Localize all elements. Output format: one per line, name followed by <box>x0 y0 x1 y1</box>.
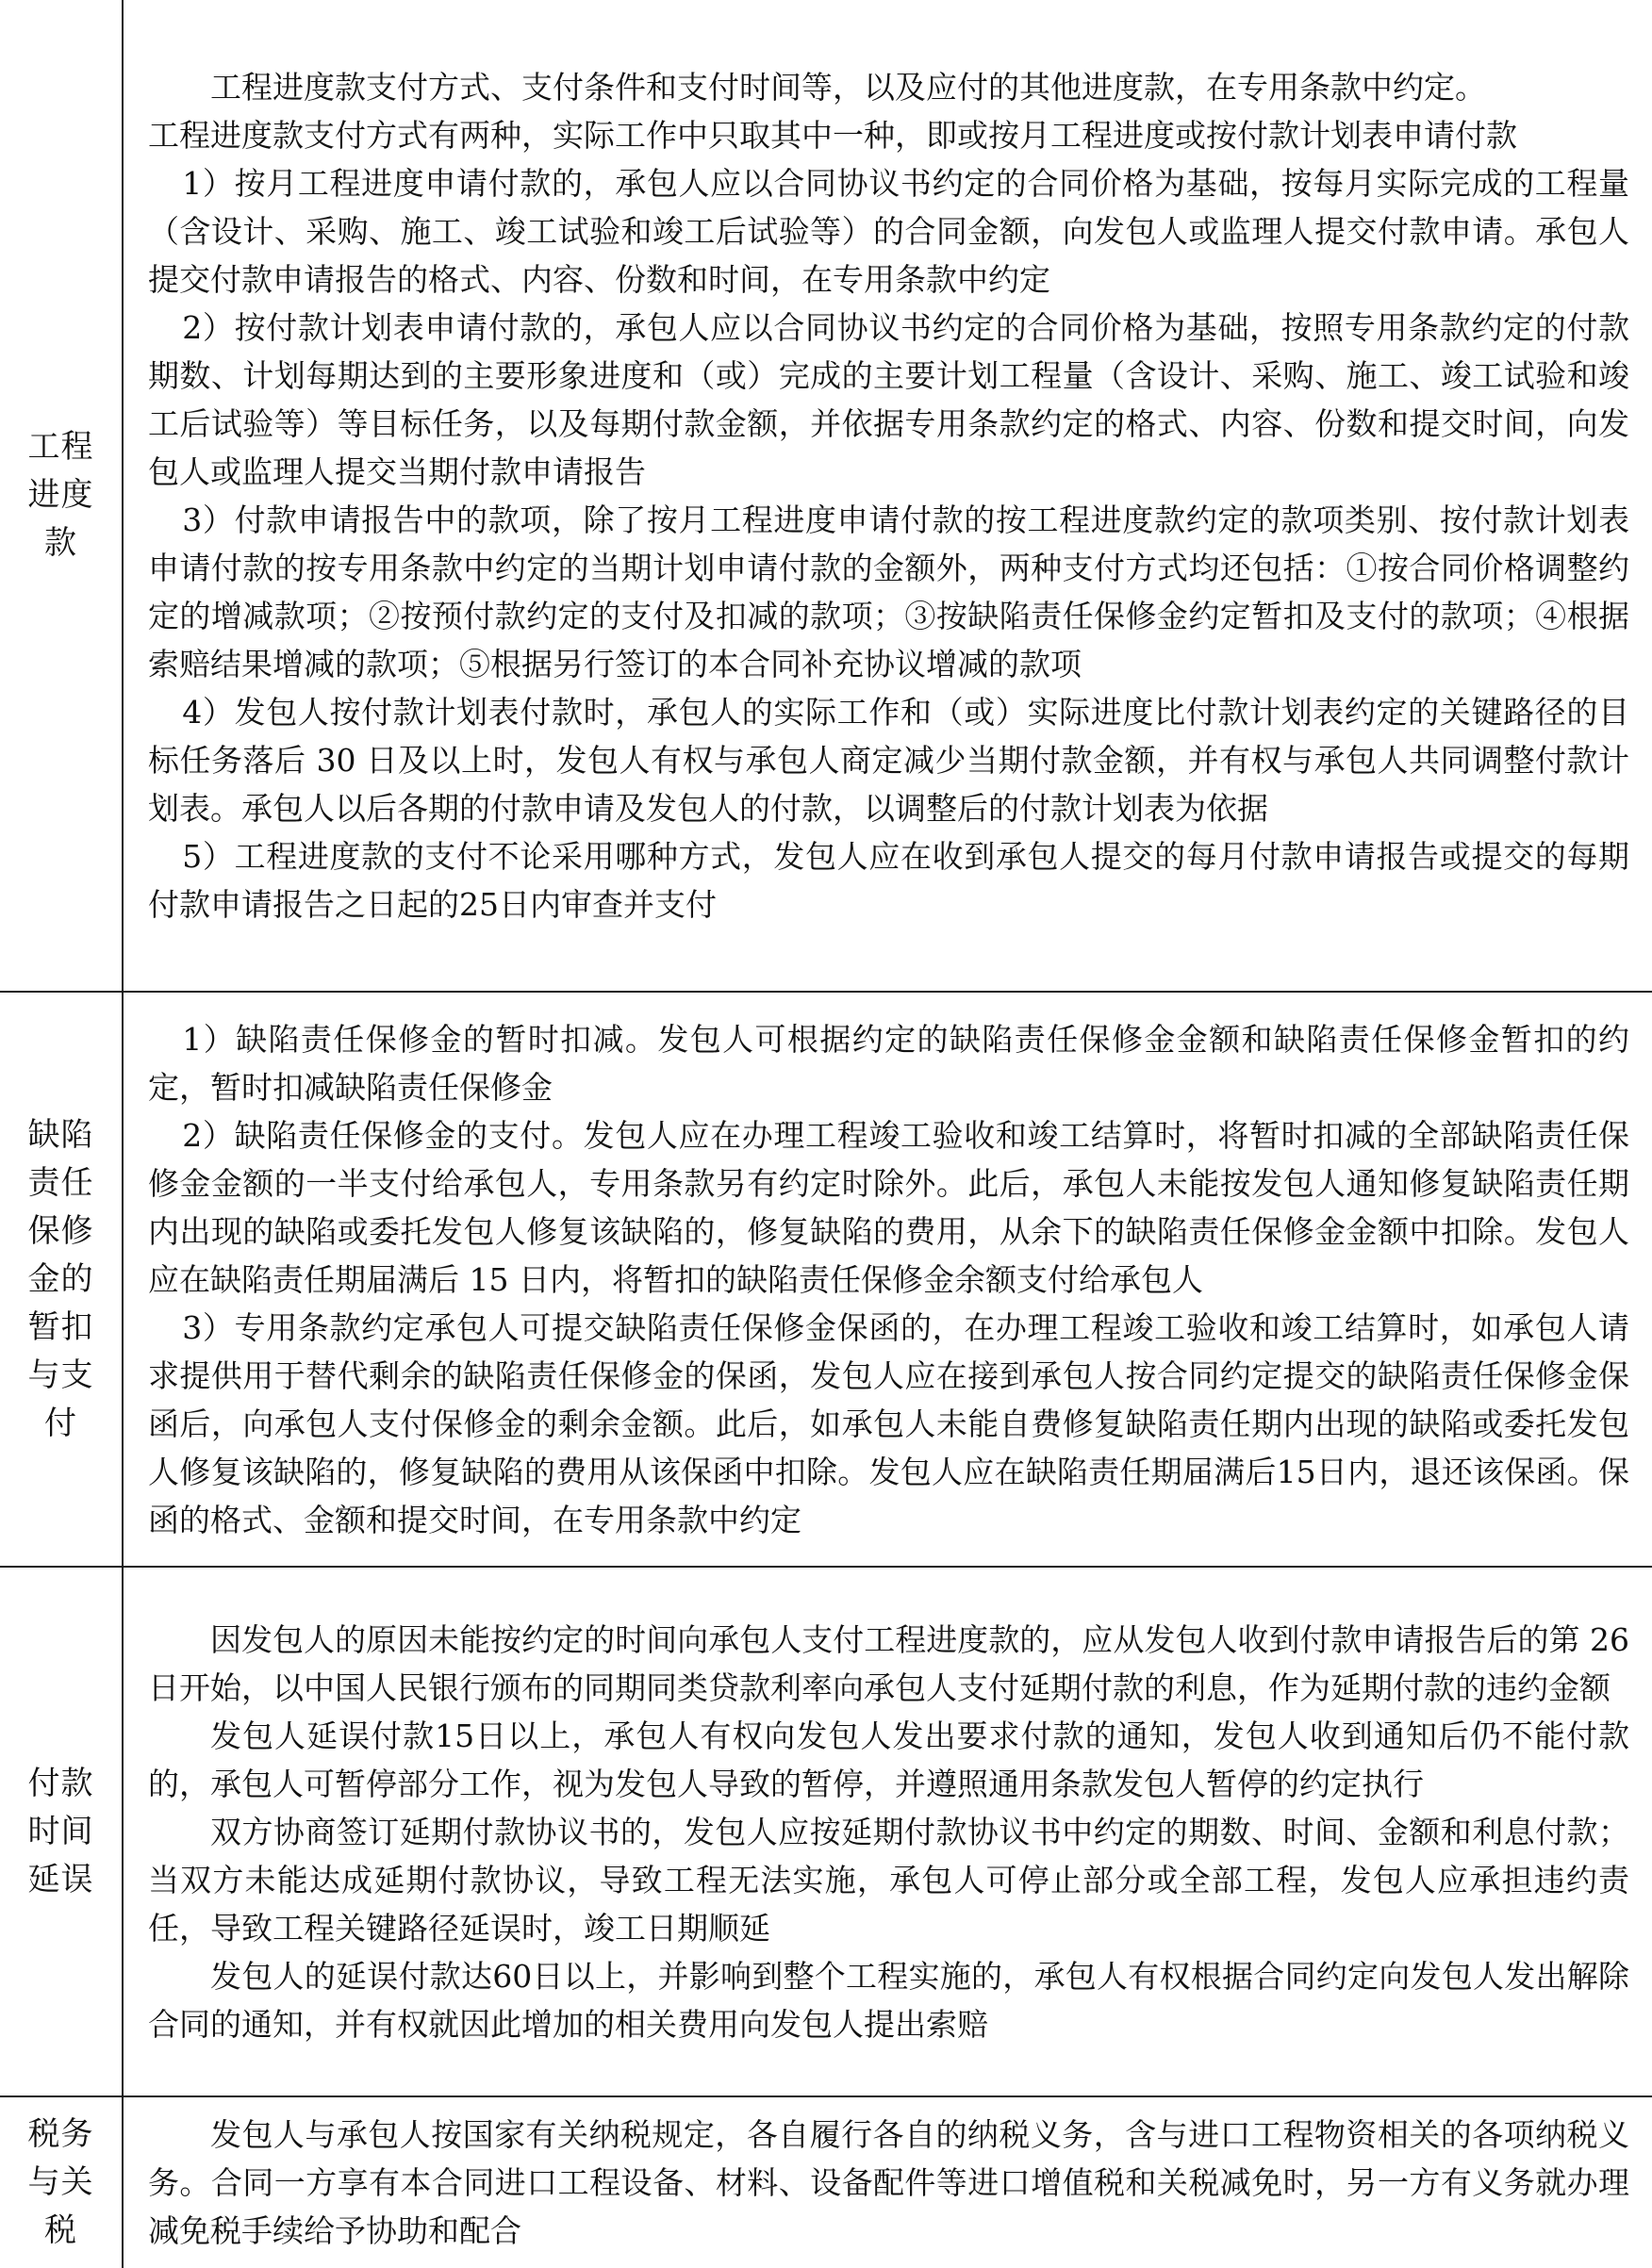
row-label-cell <box>0 1567 123 2096</box>
paragraph: 3）付款申请报告中的款项，除了按月工程进度申请付款的按工程进度款约定的款项类别、按付款计划表申请付款的按专用条款中约定的当期计划申请付款的金额外，两种支付方式均还包括：①按合同价格调整约定的增减款项；②按预付款约定的支付及扣减的款项；③按缺陷责任保修金约定暂扣及支付的款项；④根据索赔结果增减的款项；⑤根据另行签订的本合同补充协议增减的款项 <box>148 501 1629 682</box>
paragraph: 1）缺陷责任保修金的暂时扣减。发包人可根据约定的缺陷责任保修金金额和缺陷责任保修金暂扣的约定，暂时扣减缺陷责任保修金 <box>148 1020 1629 1106</box>
paragraph: 双方协商签订延期付款协议书的，发包人应按延期付款协议书中约定的期数、时间、金额和利息付款；当双方未能达成延期付款协议，导致工程无法实施，承包人可停止部分或全部工程，发包人应承担违约责任，导致工程关键路径延误时，竣工日期顺延 <box>148 1813 1629 1947</box>
row-content-cell <box>123 992 1652 1567</box>
paragraph: 发包人的延误付款达60日以上，并影响到整个工程实施的，承包人有权根据合同约定向发包人发出解除合同的通知，并有权就因此增加的相关费用向发包人提出索赔 <box>148 1957 1629 2043</box>
table-row-payment-delay <box>0 1567 1652 2096</box>
paragraph: 3）专用条款约定承包人可提交缺陷责任保修金保函的，在办理工程竣工验收和竣工结算时，如承包人请求提供用于替代剩余的缺陷责任保修金的保函，发包人应在接到承包人按合同约定提交的缺陷责任保修金保函后，向承包人支付保修金的剩余金额。此后，如承包人未能自费修复缺陷责任期内出现的缺陷或委托发包人修复该缺陷的，修复缺陷的费用从该保函中扣除。发包人应在缺陷责任期届满后15日内，退还该保函。保函的格式、金额和提交时间，在专用条款中约定 <box>148 1308 1629 1538</box>
paragraph: 工程进度款支付方式、支付条件和支付时间等，以及应付的其他进度款，在专用条款中约定。 <box>210 68 1486 106</box>
row-content-cell <box>123 1567 1652 2096</box>
row-content-cell <box>123 2096 1652 2268</box>
paragraph: 发包人延误付款15日以上，承包人有权向发包人发出要求付款的通知，发包人收到通知后仍不能付款的，承包人可暂停部分工作，视为发包人导致的暂停，并遵照通用条款发包人暂停的约定执行 <box>148 1717 1629 1802</box>
row-label-cell <box>0 2096 123 2268</box>
paragraph: 5）工程进度款的支付不论采用哪种方式，发包人应在收到承包人提交的每月付款申请报告或提交的每期付款申请报告之日起的25日内审查并支付 <box>148 837 1629 923</box>
row-label: 工程进度款 <box>27 428 94 562</box>
row-label: 缺陷责任保修金的暂扣与支付 <box>27 1115 94 1442</box>
paragraph: 4）发包人按付款计划表付款时，承包人的实际工作和（或）实际进度比付款计划表约定的关键路径的目标任务落后 30 日及以上时，发包人有权与承包人商定减少当期付款金额，并有权与承包人共同调整付款计划表。承包人以后各期的付款申请及发包人的付款，以调整后的付款计划表为依据 <box>148 693 1629 827</box>
row-label: 付款时间延误 <box>27 1764 94 1898</box>
paragraph: 发包人与承包人按国家有关纳税规定，各自履行各自的纳税义务，含与进口工程物资相关的各项纳税义务。合同一方享有本合同进口工程设备、材料、设备配件等进口增值税和关税减免时，另一方有义务就办理减免税手续给予协助和配合 <box>148 2116 1629 2249</box>
row-label-cell <box>0 0 123 992</box>
row-label-cell <box>0 992 123 1567</box>
paragraph: 2）缺陷责任保修金的支付。发包人应在办理工程竣工验收和竣工结算时，将暂时扣减的全部缺陷责任保修金金额的一半支付给承包人，专用条款另有约定时除外。此后，承包人未能按发包人通知修复缺陷责任期内出现的缺陷或委托发包人修复该缺陷的，修复缺陷的费用，从余下的缺陷责任保修金金额中扣除。发包人应在缺陷责任期届满后 15 日内，将暂扣的缺陷责任保修金余额支付给承包人 <box>148 1116 1629 1298</box>
paragraph: 因发包人的原因未能按约定的时间向承包人支付工程进度款的，应从发包人收到付款申请报告后的第 26 日开始，以中国人民银行颁布的同期同类贷款利率向承包人支付延期付款的利息，作为延期付款的违约金额 <box>148 1620 1629 1706</box>
paragraph: 2）按付款计划表申请付款的，承包人应以合同协议书约定的合同价格为基础，按照专用条款约定的付款期数、计划每期达到的主要形象进度和（或）完成的主要计划工程量（含设计、采购、施工、竣工试验和竣工后试验等）等目标任务，以及每期付款金额，并依据专用条款约定的格式、内容、份数和提交时间，向发包人或监理人提交当期付款申请报告 <box>148 308 1629 490</box>
table-row-retention-money <box>0 992 1652 1567</box>
row-label: 税务与关税 <box>27 2115 94 2249</box>
row-content-cell <box>123 0 1652 992</box>
paragraph: 1）按月工程进度申请付款的，承包人应以合同协议书约定的合同价格为基础，按每月实际完成的工程量（含设计、采购、施工、竣工试验和竣工后试验等）的合同金额，向发包人或监理人提交付款申请。承包人提交付款申请报告的格式、内容、份数和时间，在专用条款中约定 <box>148 164 1629 298</box>
table-row-progress-payment <box>0 0 1652 992</box>
table-row-taxes-and-duties <box>0 2096 1652 2268</box>
paragraph: 工程进度款支付方式有两种，实际工作中只取其中一种，即或按月工程进度或按付款计划表申请付款 <box>148 116 1517 154</box>
